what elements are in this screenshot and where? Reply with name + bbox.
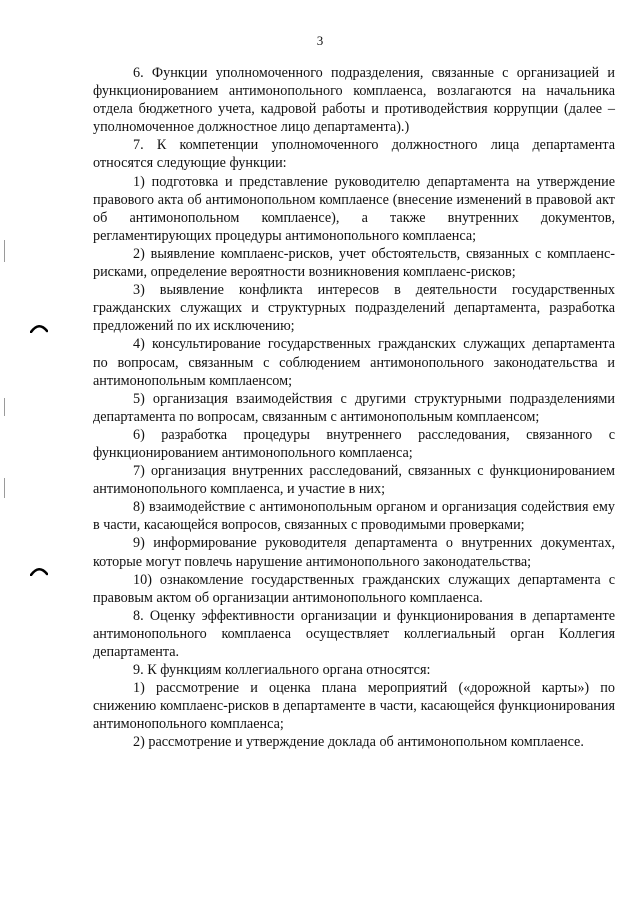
paragraph: 5) организация взаимодействия с другими структурными подразделениями департамента по вопросам, связанным с антимонопольным комплаенсом; (93, 390, 615, 425)
paragraph: 3) выявление конфликта интересов в деятельности государственных гражданских служащих и структурных подразделений департамента, разработка предложений по их исключению; (93, 282, 615, 335)
hole-punch-mark-lower (30, 566, 48, 576)
paragraph: 9) информирование руководителя департамента о внутренних документах, которые могут повлечь нарушение антимонопольного законодательства; (93, 535, 615, 570)
paragraph: 8) взаимодействие с антимонопольным органом и организация содействия ему в части, касающейся вопросов, связанных с проводимыми проверками; (93, 499, 615, 534)
paragraph: 2) рассмотрение и утверждение доклада об антимонопольном комплаенсе. (133, 734, 584, 751)
paragraph: 4) консультирование государственных гражданских служащих департамента по вопросам, связанным с соблюдением антимонопольного законодательства и антимонопольным комплаенсом; (93, 336, 615, 389)
scan-edge-mark-middle (4, 398, 5, 416)
paragraph: 6) разработка процедуры внутреннего расследования, связанного с функционированием антимонопольного комплаенса; (93, 426, 615, 461)
paragraph: 6. Функции уполномоченного подразделения, связанные с организацией и функционированием антимонопольного комплаенса, возлагаются на начальника отдела бюджетного учета, кадровой работы и противодействия коррупции (далее – уполномоченное должностное лицо департамента).) (93, 65, 615, 136)
hole-punch-mark-upper (30, 323, 48, 333)
paragraph: 7) организация внутренних расследований, связанных с функционированием антимонопольного комплаенса, и участие в них; (93, 463, 615, 498)
paragraph: 2) выявление комплаенс-рисков, учет обстоятельств, связанных с комплаенс-рисками, определение вероятности возникновения комплаенс-рисков; (93, 245, 615, 281)
paragraph: 1) рассмотрение и оценка плана мероприятий («дорожной карты») по снижению комплаенс-рисков в департаменте в части, касающейся функционирования антимонопольного комплаенса; (93, 680, 615, 733)
paragraph: 9. К функциям коллегиального органа относятся: (133, 662, 431, 679)
document-body (93, 64, 615, 752)
scan-edge-mark-top (4, 240, 5, 262)
paragraph: 1) подготовка и представление руководителю департамента на утверждение правового акта об антимонопольном комплаенсе (внесение изменений в правовой акт об антимонопольном комплаенсе), а также внутренних документов, регламентирующих процедуры антимонопольного комплаенса; (93, 173, 615, 244)
page-number: 3 (316, 33, 324, 48)
scan-edge-mark-bottom (4, 478, 5, 498)
paragraph: 7. К компетенции уполномоченного должностного лица департамента относятся следующие функции: (93, 137, 615, 172)
paragraph: 8. Оценку эффективности организации и функционирования в департаменте антимонопольного комплаенса осуществляет коллегиальный орган Коллегия департамента. (93, 607, 615, 660)
paragraph: 10) ознакомление государственных гражданских служащих департамента с правовым актом об организации антимонопольного комплаенса. (93, 571, 615, 606)
